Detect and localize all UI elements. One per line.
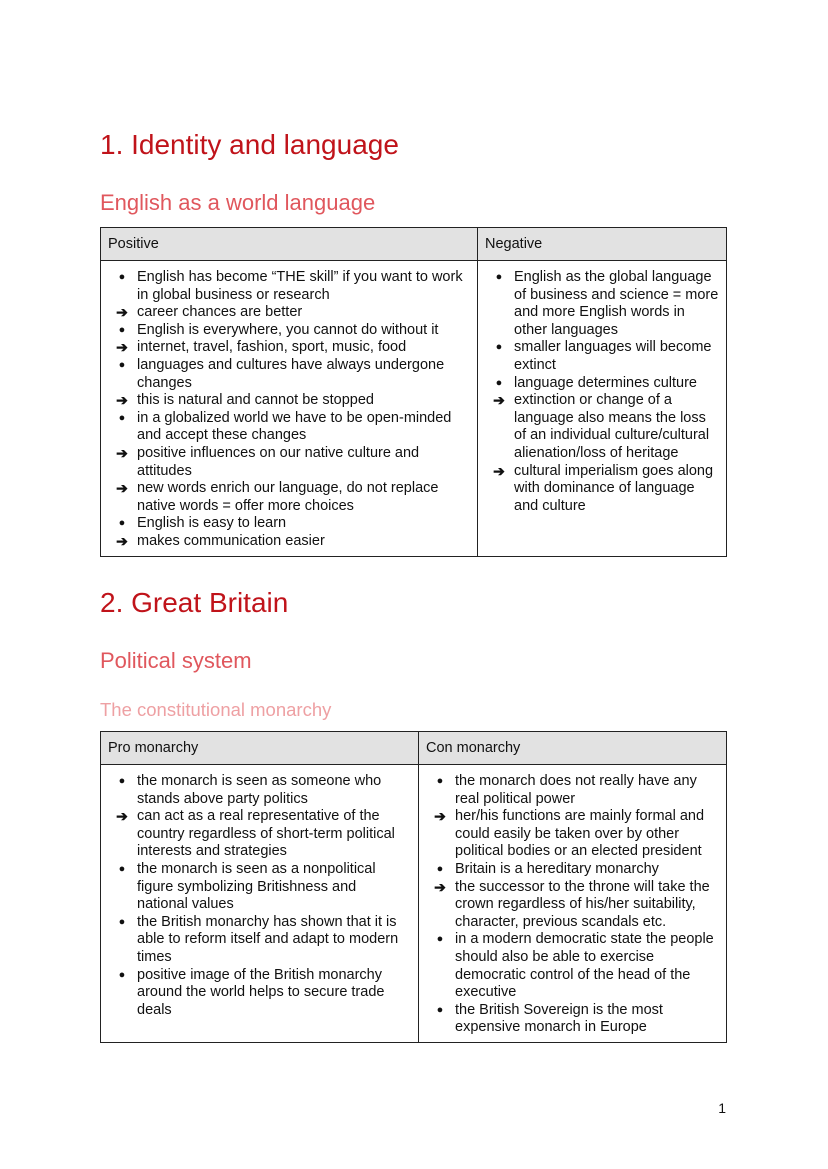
column-header-negative: Negative: [478, 228, 727, 261]
negative-list: [485, 269, 719, 515]
list-item-text: positive influences on our native culture and attitudes: [137, 444, 420, 479]
list-item: [108, 861, 411, 914]
positive-list: [108, 269, 470, 551]
list-item-text: English has become “THE skill” if you want to work in global business or research: [137, 269, 463, 303]
list-item: [485, 392, 719, 462]
list-item-text: in a globalized world we have to be open-minded and accept these changes: [137, 409, 452, 444]
list-item: [485, 463, 719, 516]
list-item: [108, 533, 470, 551]
table-header-row: [101, 732, 727, 765]
list-item-text: the British monarchy has shown that it is able to reform itself and adapt to modern times: [137, 913, 399, 965]
list-item-text: her/his functions are mainly formal and could easily be taken over by other political bodies or an elected president: [455, 808, 705, 860]
positive-cell: [101, 261, 478, 557]
list-item: [485, 339, 719, 374]
list-item-text: the monarch is seen as a nonpolitical figure symbolizing Britishness and national values: [137, 860, 376, 913]
table-header-row: [101, 228, 727, 261]
world-language-table: [100, 227, 727, 557]
list-item-text: the successor to the throne will take the crown regardless of his/her suitability, character, previous scandals etc.: [455, 878, 710, 930]
list-item-text: internet, travel, fashion, sport, music, food: [137, 339, 407, 356]
arrow-right-icon: ➔: [434, 878, 446, 895]
list-item: [108, 808, 411, 861]
arrow-right-icon: ➔: [116, 480, 128, 497]
list-item: [108, 480, 470, 515]
list-item-text: career chances are better: [137, 304, 303, 321]
list-item: [485, 375, 719, 393]
bullet-icon: ●: [118, 775, 126, 787]
arrow-right-icon: ➔: [493, 392, 505, 409]
list-item-text: the monarch is seen as someone who stands above party politics: [137, 773, 382, 807]
list-item-text: cultural imperialism goes along with dominance of language and culture: [514, 462, 714, 514]
list-item-text: Britain is a hereditary monarchy: [455, 860, 659, 877]
con-list: [426, 773, 719, 1037]
list-item-text: language determines culture: [514, 374, 697, 391]
list-item: [108, 914, 411, 967]
bullet-icon: ●: [118, 358, 126, 371]
bullet-icon: ●: [436, 933, 444, 946]
list-item: [426, 1002, 719, 1037]
section-2-title: 2. Great Britain: [100, 587, 289, 618]
list-item-text: positive image of the British monarchy around the world helps to secure trade deals: [137, 966, 385, 1018]
list-item-text: smaller languages will become extinct: [514, 339, 712, 373]
bullet-icon: ●: [118, 411, 126, 424]
list-item: [485, 269, 719, 339]
list-item-text: can act as a real representative of the country regardless of short-term political interests and strategies: [137, 808, 395, 860]
list-item: [108, 269, 470, 304]
list-item: [108, 304, 470, 322]
list-item-text: this is natural and cannot be stopped: [137, 392, 374, 409]
arrow-right-icon: ➔: [434, 808, 446, 825]
section-1-subtitle: English as a world language: [100, 190, 376, 215]
list-item: [108, 392, 470, 410]
arrow-right-icon: ➔: [116, 808, 128, 825]
list-item: [426, 861, 719, 879]
bullet-icon: ●: [495, 341, 503, 354]
list-item: [108, 515, 470, 533]
list-item-text: new words enrich our language, do not replace native words = offer more choices: [137, 480, 439, 514]
list-item-text: English is easy to learn: [137, 515, 287, 532]
bullet-icon: ●: [436, 775, 444, 787]
monarchy-table: [100, 731, 727, 1043]
bullet-icon: ●: [495, 376, 503, 389]
list-item: [108, 445, 470, 480]
list-item: [426, 931, 719, 1001]
list-item: [426, 773, 719, 808]
arrow-right-icon: ➔: [116, 304, 128, 321]
list-item-text: extinction or change of a language also means the loss of an individual culture/cultural alienation/loss of heritage: [514, 392, 710, 461]
bullet-icon: ●: [118, 968, 126, 981]
list-item: [108, 773, 411, 808]
list-item-text: languages and cultures have always undergone changes: [137, 356, 445, 391]
bullet-icon: ●: [495, 271, 503, 283]
list-item: [108, 339, 470, 357]
bullet-icon: ●: [118, 517, 126, 530]
arrow-right-icon: ➔: [493, 462, 505, 479]
list-item-text: the monarch does not really have any real political power: [455, 773, 697, 807]
arrow-right-icon: ➔: [116, 392, 128, 409]
list-item: [108, 967, 411, 1020]
arrow-right-icon: ➔: [116, 444, 128, 461]
list-item-text: the British Sovereign is the most expensive monarch in Europe: [455, 1001, 663, 1036]
page-number: 1: [718, 1100, 726, 1116]
section-2-subsubtitle: The constitutional monarchy: [100, 699, 332, 720]
list-item-text: in a modern democratic state the people should also be able to exercise democratic control of the head of the executive: [455, 931, 714, 1001]
arrow-right-icon: ➔: [116, 339, 128, 356]
section-2-subtitle: Political system: [100, 648, 252, 673]
arrow-right-icon: ➔: [116, 532, 128, 549]
bullet-icon: ●: [118, 862, 126, 875]
bullet-icon: ●: [436, 862, 444, 875]
list-item-text: English is everywhere, you cannot do without it: [137, 321, 439, 338]
list-item-text: English as the global language of business and science = more and more English words in other languages: [514, 269, 719, 338]
list-item: [426, 808, 719, 861]
con-cell: [419, 765, 727, 1043]
list-item: [108, 322, 470, 340]
bullet-icon: ●: [118, 271, 126, 283]
column-header-positive: Positive: [101, 228, 478, 261]
column-header-con-monarchy: Con monarchy: [419, 732, 727, 765]
table-row: [101, 261, 727, 557]
list-item: [108, 357, 470, 392]
list-item: [426, 879, 719, 932]
negative-cell: [478, 261, 727, 557]
bullet-icon: ●: [436, 1003, 444, 1016]
list-item: [108, 410, 470, 445]
section-1-title: 1. Identity and language: [100, 129, 399, 160]
table-row: [101, 765, 727, 1043]
pro-cell: [101, 765, 419, 1043]
column-header-pro-monarchy: Pro monarchy: [101, 732, 419, 765]
bullet-icon: ●: [118, 915, 126, 928]
pro-list: [108, 773, 411, 1019]
bullet-icon: ●: [118, 323, 126, 336]
list-item-text: makes communication easier: [137, 532, 325, 549]
